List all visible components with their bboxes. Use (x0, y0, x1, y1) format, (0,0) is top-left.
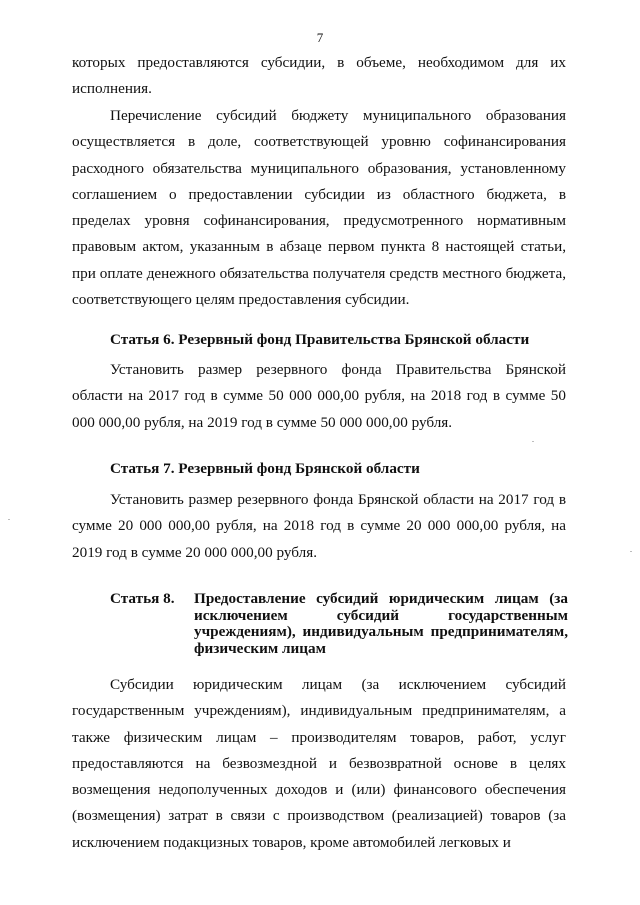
article-7-text: Установить размер резервного фонда Брянской области на 2017 год в сумме 20 000 000,00 рубля, на 2018 год в сумме 20 000 000,00 рубля, на 2019 год в сумме 20 000 000,00 рубля. (72, 491, 566, 561)
article-6-text: Установить размер резервного фонда Правительства Брянской области на 2017 год в сумме 50 000 000,00 рубля, на 2018 год в сумме 50 000 000,00 рубля, на 2019 год в сумме 50 000 000,00 рубля. (72, 361, 566, 431)
article-8-text: Субсидии юридическим лицам (за исключением субсидий государственным учреждениям), индивидуальным предпринимателям, а также физическим лицам – производителям товаров, работ, услуг предоставляются на безвозмездной и безвозвратной основе в целях возмещения недополученных доходов и (или) финансового обеспечения (возмещения) затрат в связи с производством (реализацией) товаров (за исключением подакцизных товаров, кроме автомобилей легковых и (72, 676, 566, 851)
scan-speck (532, 441, 534, 442)
article-7-heading: Статья 7. Резервный фонд Брянской области (110, 460, 420, 477)
intro-paragraph-continuation: которых предоставляются субсидии, в объеме, необходимом для их исполнения. (72, 54, 566, 98)
scan-speck (8, 519, 10, 520)
page-number: 7 (316, 30, 324, 45)
article-8-title: Предоставление субсидий юридическим лицам (за исключением субсидий государственным учреждениям), индивидуальным предпринимателям, физическим лицам (194, 590, 568, 657)
scan-speck (630, 551, 632, 552)
article-6-heading: Статья 6. Резервный фонд Правительства Брянской области (110, 331, 530, 348)
intro-paragraph-transfer: Перечисление субсидий бюджету муниципального образования осуществляется в доле, соответствующей уровню софинансирования расходного обязательства муниципального образования, установленному соглашением о предоставлении субсидии из областного бюджета, в пределах уровня софинансирования, предусмотренного нормативным правовым актом, указанным в абзаце первом пункта 8 настоящей статьи, при оплате денежного обязательства получателя средств местного бюджета, соответствующего целям предоставления субсидии. (72, 107, 566, 309)
article-8-label: Статья 8. (110, 590, 175, 607)
